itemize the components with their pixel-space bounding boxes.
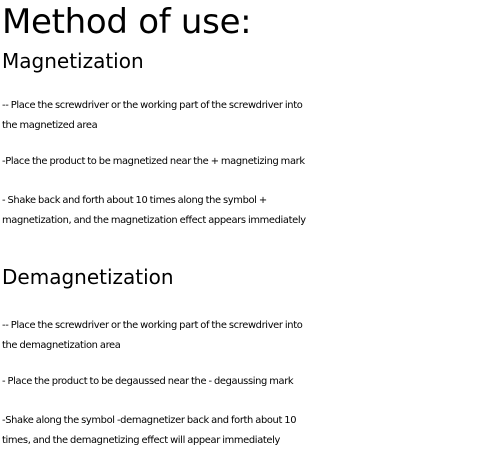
text-line: -Shake along the symbol -demagnetizer back and forth about 10	[2, 415, 297, 426]
magnetization-step-3	[2, 191, 490, 231]
demagnetization-step-3	[2, 411, 490, 451]
demagnetization-step-1	[2, 316, 490, 356]
text-line: -Place the product to be magnetized near the + magnetizing mark	[2, 156, 305, 167]
magnetization-step-2	[2, 152, 490, 172]
demagnetization-step-2	[2, 372, 490, 392]
text-line: magnetization, and the magnetization effect appears immediately	[2, 215, 306, 226]
page-title: Method of use:	[2, 2, 252, 42]
section-heading-demagnetization: Demagnetization	[2, 265, 174, 289]
text-line: -- Place the screwdriver or the working part of the screwdriver into	[2, 320, 303, 331]
text-line: -- Place the screwdriver or the working part of the screwdriver into	[2, 100, 303, 111]
text-line: the demagnetization area	[2, 340, 121, 351]
text-line: - Place the product to be degaussed near the - degaussing mark	[2, 376, 294, 387]
text-line: - Shake back and forth about 10 times along the symbol +	[2, 195, 267, 206]
section-heading-magnetization: Magnetization	[2, 49, 144, 73]
magnetization-step-1	[2, 96, 490, 136]
text-line: times, and the demagnetizing effect will appear immediately	[2, 435, 281, 446]
text-line: the magnetized area	[2, 120, 98, 131]
